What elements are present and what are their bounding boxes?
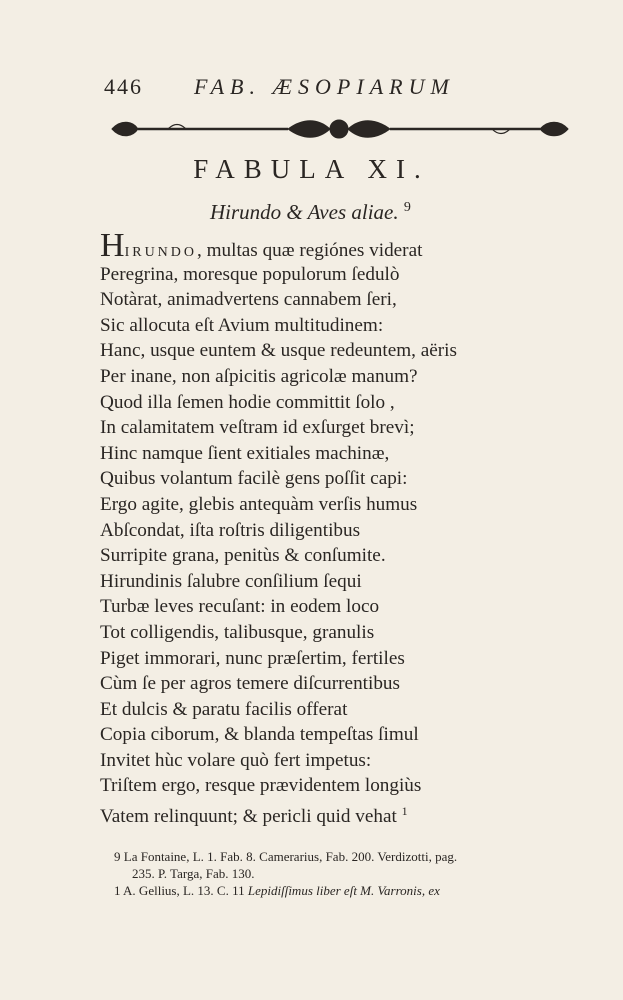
footnote-9-continued: 235. P. Targa, Fab. 130. [132,866,255,881]
verse-line: In calamitatem veſtram id exſurget brevì; [100,417,415,439]
verse-line [100,799,500,828]
verse-line: Abſcondat, iſta roſtris diligentibus [100,519,361,541]
fable-title [210,200,411,225]
verse-line: Hinc namque ſient exitiales machinæ, [100,442,390,464]
initial-letter: H [100,227,125,264]
verse-line: Hirundinis ſalubre conſilium ſequi [100,570,362,592]
verse-line: Surripite grana, penitùs & conſumite. [100,545,386,567]
footnote-marker: 1 [114,883,121,898]
verse-line: Invitet hùc volare quò fert impetus: [100,749,372,771]
fable-title-note-ref: 9 [403,200,411,215]
footnote-9 [114,848,584,865]
verse-line: Piget immorari, nunc præſertim, fertiles [100,647,405,669]
verse-line: Copia ciborum, & blanda tempeſtas ſimul [100,724,419,746]
footnote-text: La Fontaine, L. 1. Fab. 8. Camerarius, Fab. 200. Verdizotti, pag. [123,849,458,864]
verse-line: Cùm ſe per agros temere diſcurrentibus [100,673,400,695]
running-head [104,74,504,104]
verse-line: Per inane, non aſpicitis agricolæ manum? [100,365,418,387]
running-title: FAB. ÆSOPIARUM [194,74,455,99]
verse-line: Quod illa ſemen hodie committit ſolo , [100,391,395,413]
fable-title-text: Hirundo & Aves aliae. [210,200,399,224]
footnote-marker: 9 [114,849,121,864]
verse-body [100,227,500,828]
verse-line: Peregrina, moresque populorum ſedulò [100,263,400,285]
verse-line: Triſtem ergo, resque prævidentem longiùs [100,775,422,797]
footnote-1 [114,882,584,899]
fable-number: FABULA XI. [193,154,430,184]
verse-line: Sic allocuta eſt Avium multitudinem: [100,314,384,336]
verse-line: Quibus volantum facilè gens poſſit capi: [100,468,408,490]
first-line-rest: , multas quæ regiónes viderat [197,240,423,261]
footnote-text: A. Gellius, L. 13. C. 11 [123,883,245,898]
last-line-text: Vatem relinquunt; & pericli quid vehat [100,806,397,828]
footnotes [114,848,584,899]
verse-lines [100,262,500,799]
last-line-note-ref: 1 [401,804,408,819]
verse-line: Turbæ leves recuſant: in eodem loco [100,596,380,618]
verse-line: Et dulcis & paratu facilis offerat [100,698,348,720]
verse-line: Tot colligendis, talibusque, granulis [100,621,375,643]
page-number: 446 [104,74,143,99]
verse-line: Notàrat, animadvertens cannabem ſeri, [100,289,397,311]
verse-line: Ergo agite, glebis antequàm verſis humus [100,493,418,515]
footnote-italic-text: Lepidiſſimus liber eſt M. Varronis, ex [247,883,440,898]
first-word-caps: IRUNDO [124,245,198,260]
ornamental-rule-icon [108,114,570,144]
verse-line: Hanc, usque euntem & usque redeuntem, aëris [100,340,457,362]
verse-line [100,227,500,264]
